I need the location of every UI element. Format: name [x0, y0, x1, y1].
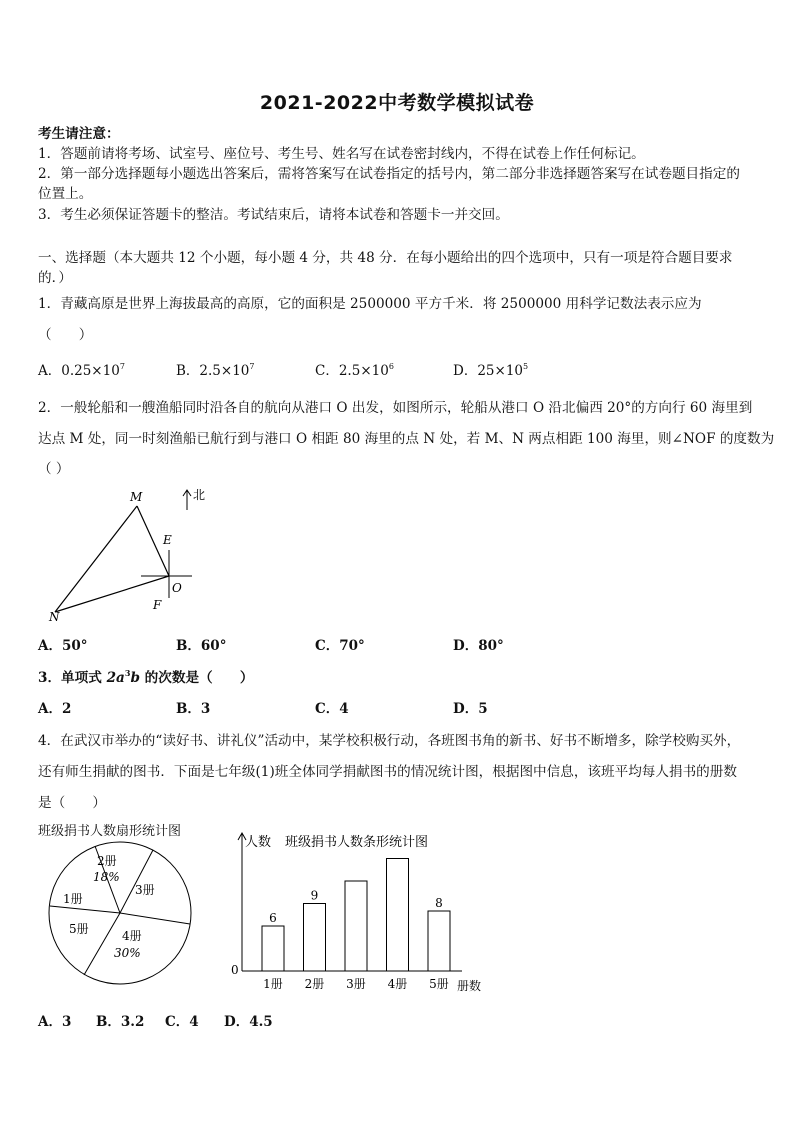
q2-stem-line2: 达点 M 处，同一时刻渔船已航行到与港口 O 相距 80 海里的点 N 处，若 M、N 两点相距 100 海里，则∠NOF 的度数为: [38, 431, 775, 447]
x-tick-label: 1册: [263, 977, 283, 991]
label-o: O: [172, 581, 182, 595]
label-n: N: [49, 610, 60, 624]
q2-option-d[interactable]: D．80°: [453, 638, 504, 654]
section-heading-cont: 的．）: [38, 270, 72, 286]
q1-option-c[interactable]: C．$2.5\times 10^6$: [315, 362, 394, 379]
q3-option-a[interactable]: A．2: [38, 701, 72, 717]
bar-2: [304, 904, 326, 972]
q3-option-c[interactable]: C．4: [315, 701, 349, 717]
q2-option-a[interactable]: A．50°: [38, 638, 88, 654]
q3-stem: 3．单项式 $2a^3b$ 的次数是（ ）: [38, 668, 254, 686]
bar-4: [387, 859, 409, 972]
q1-option-d[interactable]: D．$25\times 10^5$: [453, 362, 529, 379]
q2-stem-line1: 2．一般轮船和一艘渔船同时沿各自的航向从港口 O 出发，如图所示，轮船从港口 O 沿北偏西 20°的方向行 60 海里到: [38, 400, 753, 416]
label-f: F: [153, 598, 162, 612]
notice-item: 位置上。: [38, 186, 93, 202]
notice-item: 3．考生必须保证答题卡的整洁。考试结束后，请将本试卷和答题卡一并交回。: [38, 207, 509, 223]
q3-option-d[interactable]: D．5: [453, 701, 488, 717]
pie-percent-2: 18%: [93, 870, 120, 884]
segment-no: [55, 576, 169, 612]
q2-option-c[interactable]: C．70°: [315, 638, 365, 654]
pie-label-3: 3册: [135, 883, 155, 897]
q2-blank: （ ）: [38, 461, 70, 477]
bar-chart-ylabel: 人数: [245, 835, 272, 850]
segment-mn: [55, 506, 137, 612]
q4-option-a[interactable]: A．3: [38, 1014, 72, 1030]
origin-label: 0: [231, 963, 239, 977]
q4-stem-line2: 还有师生捐献的图书．下面是七年级(1)班全体同学捐献图书的情况统计图，根据图中信息，该班平均每人捐书的册数: [38, 764, 737, 780]
north-label: 北: [193, 488, 206, 502]
q1-option-a[interactable]: A．$0.25\times 10^7$: [38, 362, 125, 379]
bar-value-label: 6: [269, 911, 277, 925]
pie-label-5: 5册: [69, 922, 89, 936]
notice-heading: 考生请注意：: [38, 126, 120, 142]
label-m: M: [130, 490, 143, 504]
q4-stem-line1: 4．在武汉市举办的“读好书、讲礼仪”活动中，某学校积极行动，各班图书角的新书、好书不断增多，除学校购买外，: [38, 733, 741, 749]
pie-label-4: 4册: [122, 929, 142, 943]
pie-chart: [38, 840, 208, 1000]
x-tick-label: 4册: [387, 977, 408, 991]
q4-option-d[interactable]: D．4.5: [224, 1014, 273, 1030]
pie-percent-4: 30%: [114, 946, 141, 960]
q1-stem: 1．青藏高原是世界上海拔最高的高原，它的面积是 2500000 平方千米．将 2500000 用科学记数法表示应为: [38, 296, 702, 312]
pie-chart-title: 班级捐书人数扇形统计图: [38, 824, 182, 839]
notice-item: 2．第一部分选择题每小题选出答案后，需将答案写在试卷指定的括号内，第二部分非选择题答案写在试卷题目指定的: [38, 166, 740, 182]
q2-geometry-figure: [40, 482, 220, 627]
pie-label-2: 2册: [97, 854, 117, 868]
x-tick-label: 2册: [304, 977, 325, 991]
bar-value-label: 9: [310, 888, 319, 903]
pie-label-1: 1册: [63, 892, 83, 906]
bar-1: [262, 926, 284, 971]
section-heading: 一、选择题（本大题共 12 个小题，每小题 4 分，共 48 分．在每小题给出的四个选项中，只有一项是符合题目要求: [38, 250, 733, 266]
bar-value-label: 8: [435, 896, 443, 910]
notice-item: 1．答题前请将考场、试室号、座位号、考生号、姓名写在试卷密封线内，不得在试卷上作任何标记。: [38, 146, 645, 162]
bar-chart-title: 班级捐书人数条形统计图: [285, 835, 429, 850]
bar-5: [428, 911, 450, 971]
page-title: 2021-2022中考数学模拟试卷: [259, 92, 535, 114]
x-tick-label: 3册: [346, 977, 366, 991]
q2-option-b[interactable]: B．60°: [176, 638, 227, 654]
q3-option-b[interactable]: B．3: [176, 701, 211, 717]
bar-chart-xlabel: 册数: [457, 979, 482, 993]
q4-option-b[interactable]: B．3.2: [96, 1014, 145, 1030]
bar-chart: [228, 828, 498, 1000]
q4-stem-line3: 是（ ）: [38, 795, 106, 811]
x-tick-label: 5册: [429, 977, 449, 991]
q1-blank: （ ）: [38, 327, 93, 343]
q4-option-c[interactable]: C．4: [165, 1014, 199, 1030]
label-e: E: [163, 533, 172, 547]
bar-3: [345, 881, 367, 971]
q1-option-b[interactable]: B．$2.5\times 10^7$: [176, 362, 255, 379]
